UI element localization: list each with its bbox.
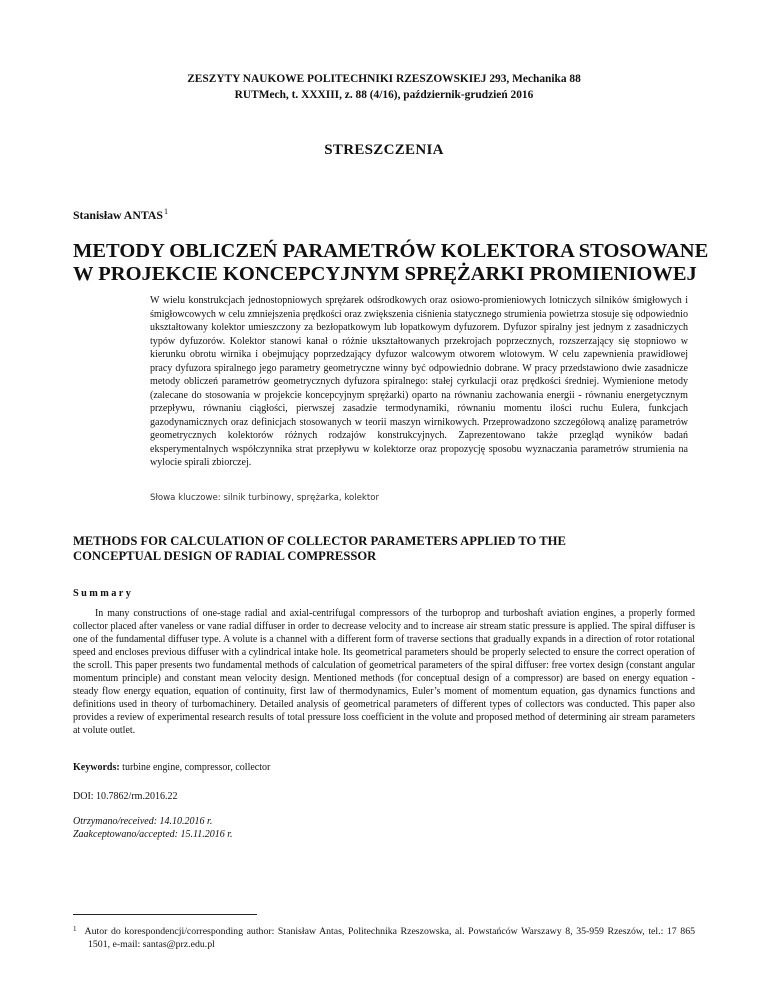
footnote-text: Autor do korespondencji/corresponding author: Stanisław Antas, Politechnika Rzeszowska, al. Powstańców Warszawy 8, 35-959 Rzeszów, tel.: 17 865 1501, e-mail: santas@prz.edu.pl [84,926,695,950]
polish-title-line-2: W PROJEKCIE KONCEPCYJNYM SPRĘŻARKI PROMIENIOWEJ [73,263,697,285]
received-date: Otrzymano/received: 14.10.2016 r. [73,816,213,827]
author-name: Stanisław ANTAS [73,208,163,222]
english-title-line-1: METHODS FOR CALCULATION OF COLLECTOR PARAMETERS APPLIED TO THE [73,534,566,548]
keywords-label: Keywords: [73,762,120,773]
footnote-mark: 1 [73,925,77,933]
keywords-value: turbine engine, compressor, collector [122,762,271,773]
polish-title [73,240,713,286]
english-keywords [73,762,270,773]
footnote-divider [73,914,257,915]
polish-abstract: W wielu konstrukcjach jednostopniowych sprężarek odśrodkowych oraz osiowo-promieniowych lotniczych silników śmigłowych i śmigłowcowych w celu zmniejszenia prędkości oraz zwiększenia ciśnienia statycznego strumienia powietrza stosuje się odpowiednio ukształtowany kolektor umieszczony za bezłopatkowym lub łopatkowym dyfuzorem. Dyfuzor spiralny jest jednym z zasadniczych typów dyfuzorów. Kolektor stanowi kanał o różnie ukształtowanych przekrojach poprzecznych, rozszerzający się stopniowo w kierunku obrotu wirnika i obejmujący poprzedzający dyfuzor walcowym otworem wlotowym. W celu zapewnienia prawidłowej pracy dyfuzora spiralnego jego parametry geometryczne winny być odpowiednio dobrane. W pracy przedstawiono dwie zasadnicze metody obliczeń parametrów geometrycznych dyfuzora spiralnego: stałej cyrkulacji oraz prędkości średniej. Wymienione metody (zalecane do stosowania w projekcie koncepcyjnym sprężarki) oparto na równaniu zachowania energii - równaniu energetycznym przepływu, równaniu ciągłości, pierwszej zasadzie termodynamiki, równaniu momentu ilości ruchu Eulera, funkcjach gazodynamicznych oraz definicjach stosowanych w teorii maszyn wirnikowych. Przeprowadzono szczegółową analizę parametrów geometrycznych kolektorów różnych rodzajów konstrukcyjnych. Zaprezentowano także przegląd wyników badań eksperymentalnych współczynnika strat przepływu w kolektorze oraz propozycję sposobu wyznaczania parametrów strumienia na wylocie spirali zbiorczej. [150,295,688,468]
polish-keywords: Słowa kluczowe: silnik turbinowy, sprężarka, kolektor [150,493,380,503]
accepted-date: Zaakceptowano/accepted: 15.11.2016 r. [73,829,233,840]
english-title [73,534,713,564]
doi: DOI: 10.7862/rm.2016.22 [73,791,178,802]
summary-heading: Summary [73,588,134,599]
english-abstract: In many constructions of one-stage radial and axial-centrifugal compressors of the turboprop and turboshaft aviation engines, a properly formed collector placed after vaneless or vane radial diffuser in order to decrease velocity and to increase air stream static pressure is applied. The spiral diffuser is one of the fundamental diffuser type. A volute is a channel with a different form of traverse sections that gradually expands in a direction of rotor rotational speed and encloses previous diffuser with a cylindrical intake hole. Its geometrical parameters should be properly selected to ensure the correct operation of the scroll. This paper presents two fundamental methods of calculation of geometrical parameters of the spiral diffuser: free vortex design (constant angular momentum principle) and constant mean velocity design. Mentioned methods (for conceptual design of a compressor) are based on energy equation - steady flow energy equation, equation of continuity, first law of thermodynamics, Euler’s moment of momentum equation, gas dynamics functions and definitions used in theory of turbomachinery. Detailed analysis of geometrical parameters of different types of collectors was conducted. This paper also provides a review of experimental research results of total pressure loss coefficient in the volute and proposed method of determining air stream parameters at volute outlet. [73,608,695,736]
journal-header-line-2: RUTMech, t. XXXIII, z. 88 (4/16), październik-grudzień 2016 [234,89,534,101]
footnote [73,923,695,951]
journal-header-line-1: ZESZYTY NAUKOWE POLITECHNIKI RZESZOWSKIEJ 293, Mechanika 88 [187,73,581,85]
author-footnote-mark: 1 [163,207,168,216]
polish-title-line-1: METODY OBLICZEŃ PARAMETRÓW KOLEKTORA STOSOWANE [73,240,709,262]
author-line [73,207,168,223]
english-title-line-2: CONCEPTUAL DESIGN OF RADIAL COMPRESSOR [73,549,377,563]
section-title: STRESZCZENIA [324,142,444,158]
